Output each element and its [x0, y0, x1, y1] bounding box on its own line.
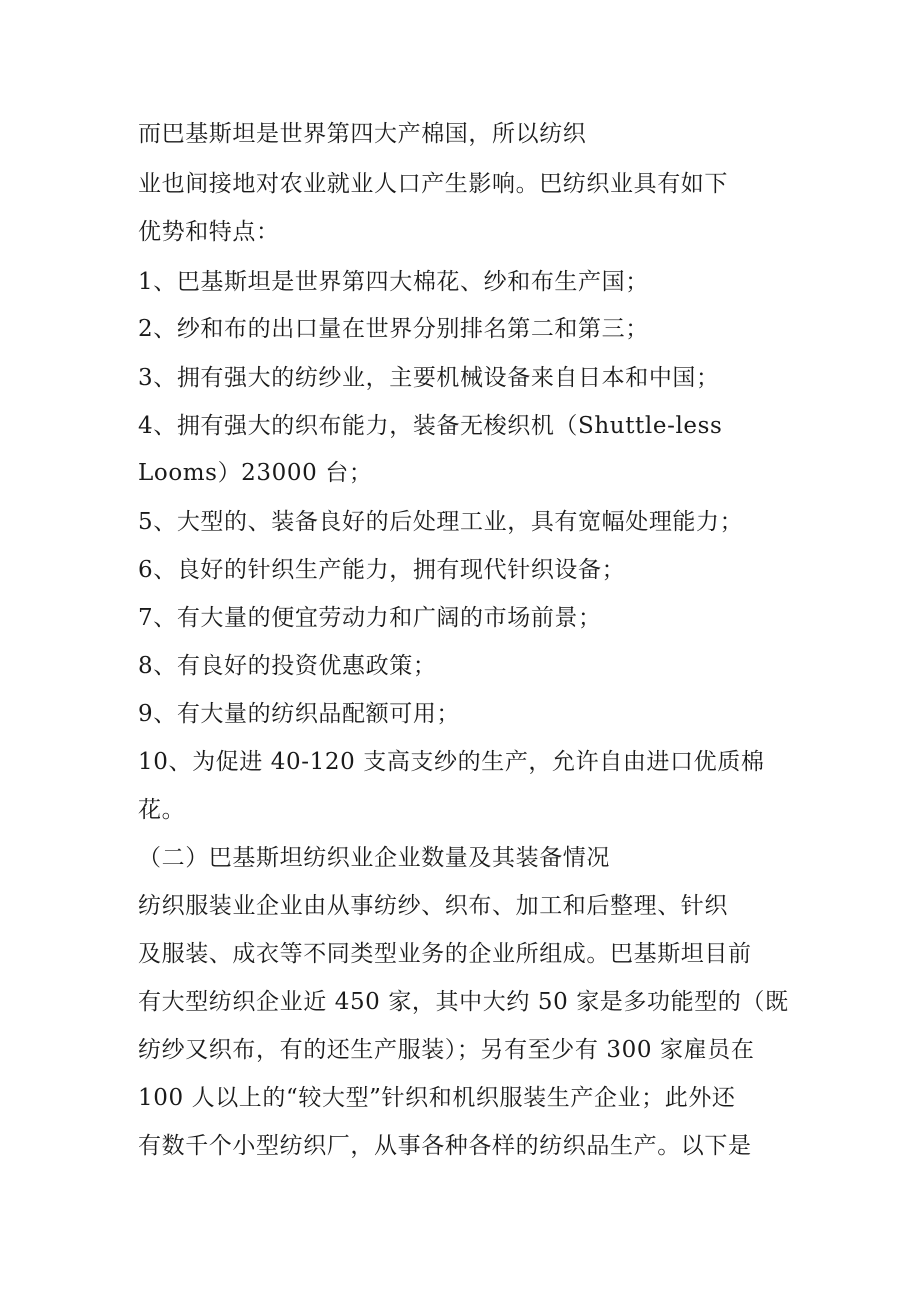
text-line: 纺织服装业企业由从事纺纱、织布、加工和后整理、针织 [138, 893, 728, 919]
section-heading: （二）巴基斯坦纺织业企业数量及其装备情况 [138, 845, 610, 871]
list-item: 8、有良好的投资优惠政策； [138, 653, 437, 679]
text-line: 及服装、成衣等不同类型业务的企业所组成。巴基斯坦目前 [138, 941, 752, 967]
text-line: 纺纱又织布，有的还生产服装）；另有至少有 300 家雇员在 [138, 1037, 755, 1063]
text-line: 有数千个小型纺织厂，从事各种各样的纺织品生产。以下是 [138, 1133, 752, 1159]
list-item: 7、有大量的便宜劳动力和广阔的市场前景； [138, 605, 602, 631]
text-line: 有大型纺织企业近 450 家，其中大约 50 家是多功能型的（既 [138, 989, 789, 1015]
text-line: 100 人以上的“较大型”针织和机织服装生产企业；此外还 [138, 1085, 736, 1111]
list-item: 6、良好的针织生产能力，拥有现代针织设备； [138, 557, 626, 583]
list-item: 9、有大量的纺织品配额可用； [138, 701, 461, 727]
text-line: 花。 [138, 797, 186, 823]
list-item: 4、拥有强大的织布能力，装备无梭织机（Shuttle-less [138, 413, 723, 439]
text-line: 优势和特点： [138, 219, 280, 245]
text-line: Looms）23000 台； [138, 460, 373, 486]
list-item: 2、纱和布的出口量在世界分别排名第二和第三； [138, 316, 649, 342]
text-line: 而巴基斯坦是世界第四大产棉国，所以纺织 [138, 121, 587, 147]
text-line: 业也间接地对农业就业人口产生影响。巴纺织业具有如下 [138, 171, 728, 197]
list-item: 5、大型的、装备良好的后处理工业，具有宽幅处理能力； [138, 509, 744, 535]
list-item: 10、为促进 40-120 支高支纱的生产，允许自由进口优质棉 [138, 749, 765, 775]
list-item: 3、拥有强大的纺纱业，主要机械设备来自日本和中国； [138, 365, 720, 391]
list-item: 1、巴基斯坦是世界第四大棉花、纱和布生产国； [138, 269, 649, 295]
